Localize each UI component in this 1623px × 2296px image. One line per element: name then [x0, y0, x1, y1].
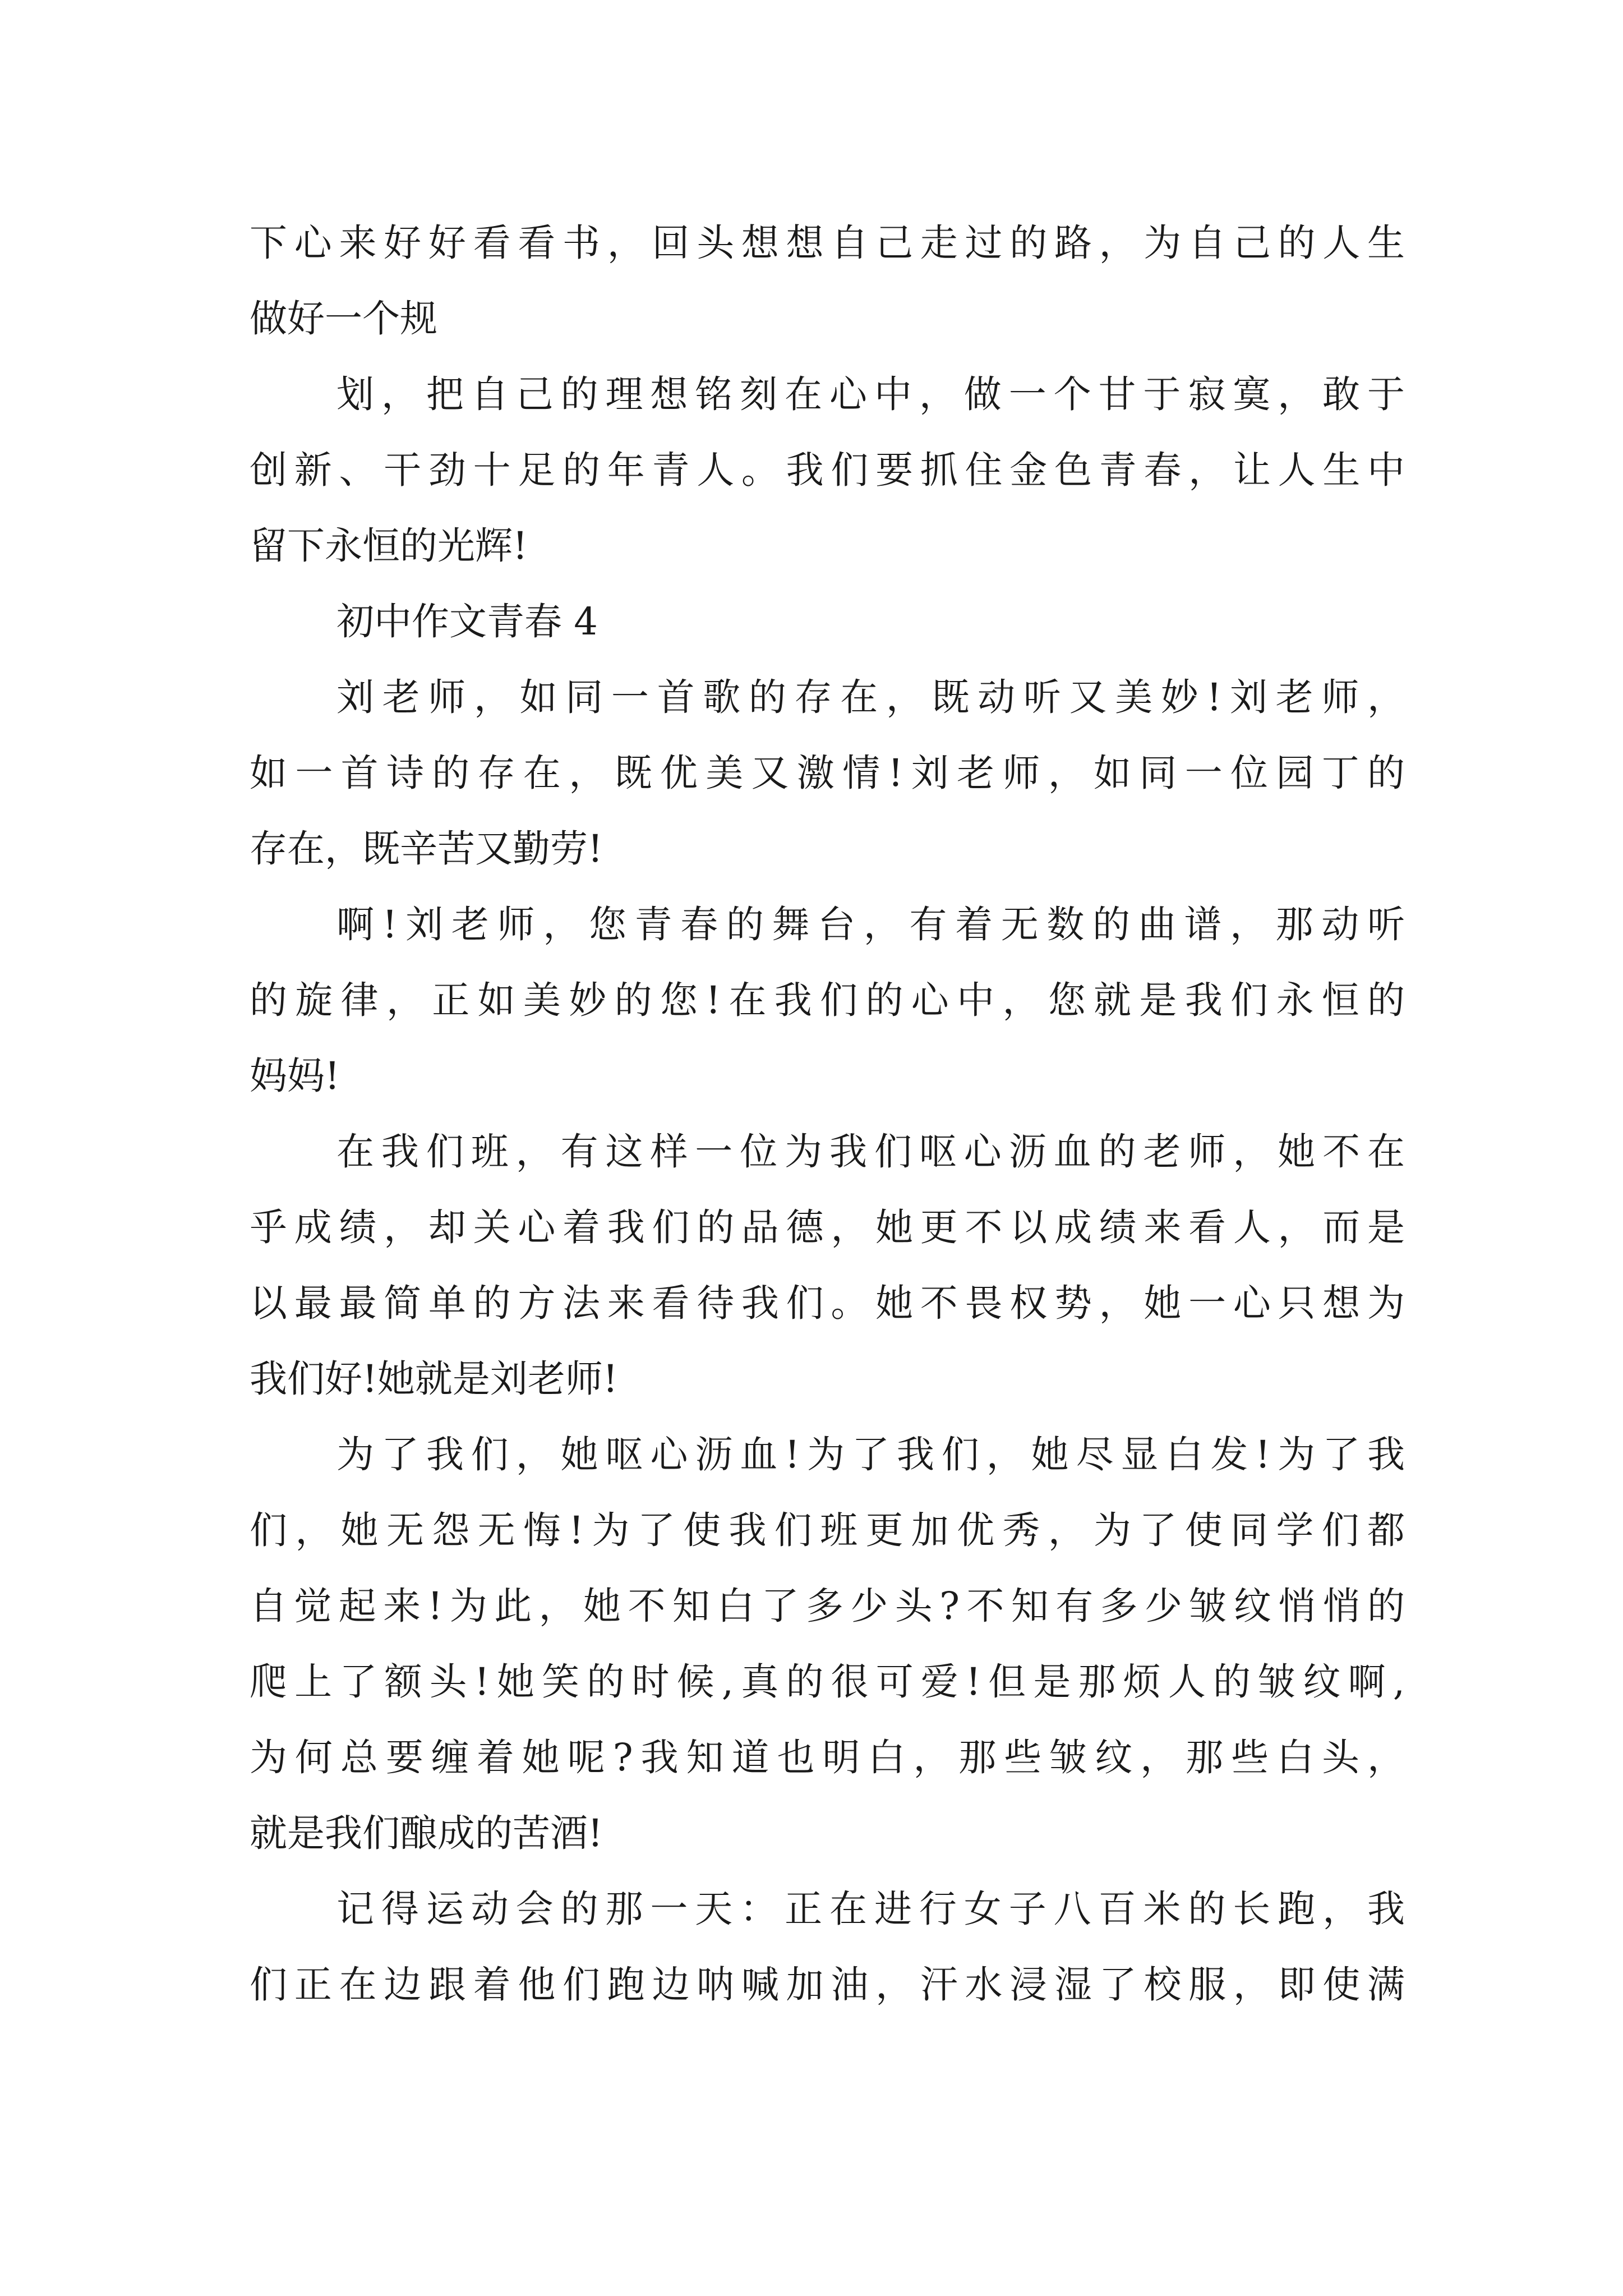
text-line: 们正在边跟着他们跑边呐喊加油，汗水浸湿了校服，即使满 — [250, 1963, 1405, 2007]
text-line: 留下永恒的光辉! — [250, 524, 528, 568]
text-line: 如一首诗的存在，既优美又激情!刘老师，如同一位园丁的 — [250, 751, 1405, 795]
text-line: 们，她无怨无悔!为了使我们班更加优秀，为了使同学们都 — [250, 1508, 1405, 1552]
text-line: 刘老师，如同一首歌的存在，既动听又美妙!刘老师， — [336, 675, 1405, 719]
text-line: 自觉起来!为此，她不知白了多少头?不知有多少皱纹悄悄的 — [250, 1584, 1405, 1628]
text-line: 乎成绩，却关心着我们的品德，她更不以成绩来看人，而是 — [250, 1205, 1405, 1249]
text-line: 我们好!她就是刘老师! — [250, 1357, 618, 1401]
text-line: 存在，既辛苦又勤劳! — [250, 827, 603, 871]
text-line: 以最最简单的方法来看待我们。她不畏权势，她一心只想为 — [250, 1281, 1405, 1325]
text-line: 做好一个规 — [250, 297, 437, 341]
text-line: 为了我们，她呕心沥血!为了我们，她尽显白发!为了我 — [336, 1433, 1405, 1476]
text-line: 记得运动会的那一天：正在进行女子八百米的长跑，我 — [336, 1887, 1405, 1931]
text-line: 创新、干劲十足的年青人。我们要抓住金色青春，让人生中 — [250, 448, 1405, 492]
text-line: 的旋律，正如美妙的您!在我们的心中，您就是我们永恒的 — [250, 978, 1405, 1022]
text-line: 划，把自己的理想铭刻在心中，做一个甘于寂寞，敢于 — [336, 372, 1405, 416]
section-heading: 初中作文青春 4 — [336, 600, 598, 643]
text-line: 下心来好好看看书，回头想想自己走过的路，为自己的人生 — [250, 221, 1405, 265]
text-line: 妈妈! — [250, 1054, 340, 1098]
text-line: 爬上了额头!她笑的时候,真的很可爱!但是那烦人的皱纹啊, — [250, 1660, 1405, 1704]
text-line: 在我们班，有这样一位为我们呕心沥血的老师，她不在 — [336, 1130, 1405, 1174]
text-line: 为何总要缠着她呢?我知道也明白，那些皱纹，那些白头， — [250, 1736, 1405, 1779]
text-line: 就是我们酿成的苦酒! — [250, 1811, 603, 1855]
text-line: 啊!刘老师，您青春的舞台，有着无数的曲谱，那动听 — [336, 903, 1405, 946]
